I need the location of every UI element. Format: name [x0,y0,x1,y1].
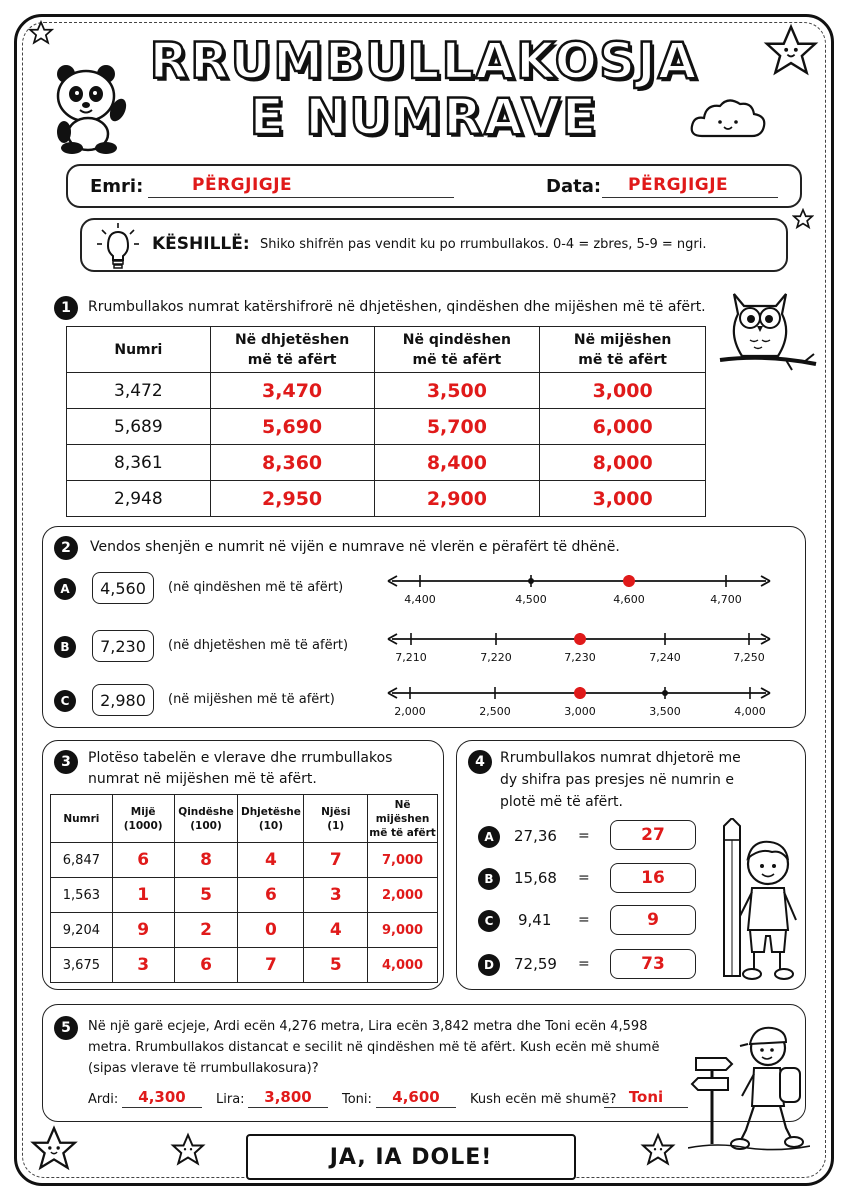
answer-cell[interactable]: 3 [112,948,174,983]
q1-instruction: Rrumbullakos numrat katërshifrorë në dhjetëshen, qindëshen dhe mijëshen më të afërt. [88,299,706,315]
header-text: Në qindëshen [402,331,511,348]
completion-banner: JA, IA DOLE! [246,1134,576,1180]
question-number-badge: 4 [468,750,492,774]
item-letter-badge: A [54,578,76,600]
tick-label: 7,220 [480,651,512,664]
worksheet-title-line2: E NUMRAVE [249,88,599,146]
header-text: më të afërt [247,351,337,368]
tick-label: 4,400 [404,593,436,606]
header-text: Njësi [321,805,351,818]
answer-cell[interactable]: 3,000 [540,373,706,409]
who-walked-most-label: Kush ecën më shumë? [470,1092,617,1107]
pencil-boy-icon [712,818,804,986]
column-header [304,795,368,843]
tick-label: 4,600 [613,593,645,606]
question-number-badge: 3 [54,750,78,774]
answer-cell[interactable]: 5,690 [210,409,374,445]
tick-label: 4,500 [515,593,547,606]
table-row [51,948,438,983]
marked-point[interactable] [574,633,586,645]
item-letter-badge: D [478,954,500,976]
marked-point[interactable] [574,687,586,699]
q5-word-problem: Në një garë ecjeje, Ardi ecën 4,276 metra, Lira ecën 3,842 metra dhe Toni ecën 4,598 metra. Rrumbullakos distancat e secilit në qindëshen më të afërt. Kush ecën më shumë (sipas vlerave të rrumbullakosura)? [88,1019,660,1076]
q4-instruction-line3: plotë më të afërt. [500,794,623,810]
header-text: Në [394,798,411,811]
item-letter-badge: A [478,826,500,848]
tick-label: 3,500 [649,705,681,718]
star-icon [170,1132,206,1168]
toni-answer[interactable]: 4,600 [376,1088,456,1108]
answer-cell[interactable]: 4 [304,913,368,948]
decimal-number: 72,59 [514,955,557,973]
lira-label: Lira: [216,1092,245,1107]
header-text: Mijë [130,805,156,818]
column-header [174,795,238,843]
value-box: 7,230 [92,630,154,662]
ardi-label: Ardi: [88,1092,119,1107]
tick-label: 7,250 [733,651,765,664]
equals-sign: = [578,956,590,972]
question-number-badge: 2 [54,536,78,560]
tick-point [662,690,668,696]
answer-cell[interactable]: 7 [304,843,368,878]
header-text: Numri [63,812,100,825]
tick-label: 4,000 [734,705,766,718]
answer-cell[interactable]: 4,000 [368,948,438,983]
number-cell: 1,563 [51,878,113,913]
toni-label: Toni: [342,1092,372,1107]
header-text: (100) [190,819,222,832]
answer-cell[interactable]: 6 [238,878,304,913]
header-text: (1000) [123,819,163,832]
answer-cell[interactable]: 5 [304,948,368,983]
answer-cell[interactable]: 5 [174,878,238,913]
tick-label: 4,700 [710,593,742,606]
header-text: mijëshen [375,812,430,825]
answer-box[interactable]: 9 [610,905,696,935]
decimal-number: 27,36 [514,827,557,845]
answer-cell[interactable]: 3 [304,878,368,913]
question-number-badge: 5 [54,1016,78,1040]
date-label: Data: [546,176,602,197]
question-number-badge: 1 [54,296,78,320]
tick-label: 2,500 [479,705,511,718]
worksheet-title-line1: RRUMBULLAKOSJA [149,32,699,90]
answer-cell[interactable]: 0 [238,913,304,948]
lira-answer[interactable]: 3,800 [248,1088,328,1108]
star-icon [640,1132,676,1168]
rounding-hint: (në dhjetëshen më të afërt) [168,638,349,653]
table-header-row [51,795,438,843]
header-text: më të afërt [578,351,667,368]
answer-cell[interactable]: 4 [238,843,304,878]
q2-instruction: Vendos shenjën e numrit në vijën e numrave në vlerën e përafërt të dhënë. [90,539,620,555]
star-icon [28,1124,80,1174]
table-row [51,878,438,913]
column-header [368,795,438,843]
header-text: Në mijëshen [573,331,672,348]
header-text: Dhjetëshe [240,805,301,818]
hiker-boy-icon [688,1018,810,1152]
answer-cell[interactable]: 1 [112,878,174,913]
item-letter-badge: B [54,636,76,658]
answer-cell[interactable]: 8 [174,843,238,878]
answer-cell[interactable]: 3,470 [210,373,374,409]
number-cell: 9,204 [51,913,113,948]
header-text: më të afërt [369,826,436,839]
item-letter-badge: C [478,910,500,932]
answer-cell[interactable]: 9,000 [368,913,438,948]
value-box: 4,560 [92,572,154,604]
tick-label: 2,000 [394,705,426,718]
item-letter-badge: B [478,868,500,890]
answer-cell[interactable]: 7 [238,948,304,983]
number-cell: 2,948 [67,481,211,517]
answer-box[interactable]: 73 [610,949,696,979]
answer-cell[interactable]: 6,000 [540,409,706,445]
answer-cell[interactable]: 2,000 [368,878,438,913]
number-cell: 5,689 [67,409,211,445]
number-cell: 8,361 [67,445,211,481]
decimal-number: 15,68 [514,869,557,887]
answer-cell[interactable]: 8,360 [210,445,374,481]
q3-instruction-line1: Plotëso tabelën e vlerave dhe rrumbullakos [88,750,393,766]
q4-instruction-line2: dy shifra pas presjes në numrin e [500,772,734,788]
answer-box[interactable]: 27 [610,820,696,850]
ardi-answer[interactable]: 4,300 [122,1088,202,1108]
answer-cell[interactable]: 3,000 [540,481,706,517]
answer-cell[interactable]: 3,500 [374,373,540,409]
column-header [238,795,304,843]
decimal-number: 9,41 [518,911,552,929]
number-cell: 6,847 [51,843,113,878]
equals-sign: = [578,870,590,886]
tick-label: 7,210 [395,651,427,664]
tick-label: 7,240 [649,651,681,664]
answer-box[interactable]: 16 [610,863,696,893]
item-letter-badge: C [54,690,76,712]
q3-place-value-table [50,794,438,983]
q3-instruction-line2: numrat në mijëshen më të afërt. [88,771,317,787]
header-text: (1) [327,819,345,832]
answer-cell[interactable]: 8,400 [374,445,540,481]
marked-point[interactable] [623,575,635,587]
tick-point [528,578,534,584]
table-row [51,913,438,948]
answer-cell[interactable]: 6 [174,948,238,983]
answer-cell[interactable]: 2 [174,913,238,948]
date-field[interactable]: PËRGJIGJE [628,175,729,195]
rounding-hint: (në mijëshen më të afërt) [168,692,335,707]
answer-cell[interactable]: 2,950 [210,481,374,517]
header-text: Qindëshe [178,805,234,818]
answer-cell[interactable]: 8,000 [540,445,706,481]
answer-cell[interactable]: 6 [112,843,174,878]
name-label: Emri: [90,176,144,197]
header-text: (10) [258,819,284,832]
table-row [51,843,438,878]
answer-cell[interactable]: 5,700 [374,409,540,445]
number-cell: 3,472 [67,373,211,409]
tick-label: 3,000 [564,705,596,718]
column-header [112,795,174,843]
column-header [51,795,113,843]
who-walked-most-answer[interactable]: Toni [604,1088,688,1108]
equals-sign: = [578,912,590,928]
tip-text: Shiko shifrën pas vendit ku po rrumbullakos. 0-4 = zbres, 5-9 = ngri. [260,237,707,252]
number-cell: 3,675 [51,948,113,983]
equals-sign: = [578,828,590,844]
value-box: 2,980 [92,684,154,716]
q4-instruction-line1: Rrumbullakos numrat dhjetorë me [500,750,741,766]
header-text: më të afërt [412,351,502,368]
answer-cell[interactable]: 9 [112,913,174,948]
answer-cell[interactable]: 2,900 [374,481,540,517]
tick-label: 7,230 [564,651,596,664]
header-text: Numri [114,341,163,358]
tip-label: KËSHILLË: [152,234,250,254]
rounding-hint: (në qindëshen më të afërt) [168,580,344,595]
header-text: Në dhjetëshen [234,331,350,348]
name-field[interactable]: PËRGJIGJE [192,175,293,195]
answer-cell[interactable]: 7,000 [368,843,438,878]
